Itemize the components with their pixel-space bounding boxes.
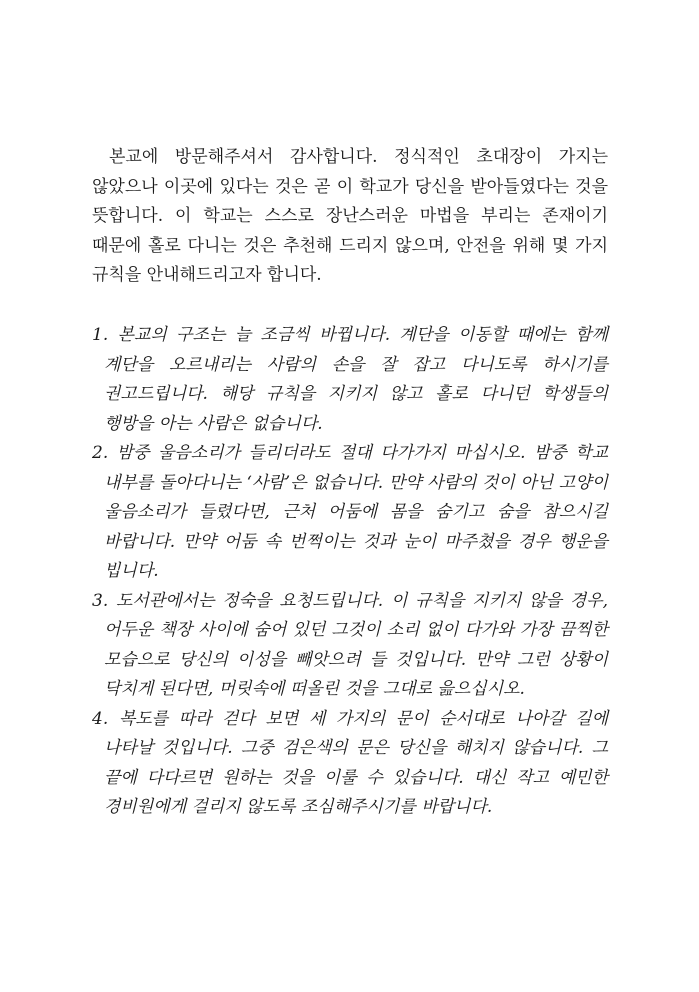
rule-number: 3. <box>92 590 109 611</box>
rule-text: 밤중 울음소리가 들리더라도 절대 다가가지 마십시오. 밤중 학교 내부를 돌아다니는 ‘사람’은 없습니다. 만약 사람의 것이 아닌 고양이 울음소리가 들렸다면, 근처 어둠에 몸을 숨기고 숨을 참으시길 바랍니다. 만약 어둠 속 번쩍이는 것과 눈이 마주쳤을 경우 행운을 빕니다. <box>104 443 609 581</box>
rule-text: 도서관에서는 정숙을 요청드립니다. 이 규칙을 지키지 않을 경우, 어두운 책장 사이에 숨어 있던 그것이 소리 없이 다가와 가장 끔찍한 모습으로 당신의 이성을 빼앗으려 들 것입니다. 만약 그런 상황이 닥치게 된다면, 머릿속에 떠올린 것을 그대로 읊으십시오. <box>104 590 608 699</box>
rules-list <box>92 321 608 823</box>
rule-number: 1. <box>92 325 109 345</box>
rule-item-3 <box>92 587 608 705</box>
intro-paragraph: 본교에 방문해주셔서 감사합니다. 정식적인 초대장이 가지는 않았으나 이곳에 있다는 것은 곧 이 학교가 당신을 받아들였다는 것을 뜻합니다. 이 학교는 스스로 장난스러운 마법을 부리는 존재이기 때문에 홀로 다니는 것은 추천해 드리지 않으며, 안전을 위해 몇 가지 규칙을 안내해드리고자 합니다. <box>92 147 608 285</box>
rule-number: 4. <box>92 708 109 729</box>
rule-text: 복도를 따라 걷다 보면 세 가지의 문이 순서대로 나아갈 길에 나타날 것입니다. 그중 검은색의 문은 당신을 해치지 않습니다. 그 끝에 다다르면 원하는 것을 이룰 수 있습니다. 대신 작고 예민한 경비원에게 걸리지 않도록 조심해주시기를 바랍니다. <box>104 708 609 817</box>
rule-item-1 <box>92 321 608 439</box>
rule-text: 본교의 구조는 늘 조금씩 바뀝니다. 계단을 이동할 때에는 함께 계단을 오르내리는 사람의 손을 잘 잡고 다니도록 하시기를 권고드립니다. 해당 규칙을 지키지 않고 홀로 다니던 학생들의 행방을 아는 사람은 없습니다. <box>104 325 608 434</box>
rule-item-2 <box>92 439 608 587</box>
rule-item-4 <box>92 705 608 823</box>
rule-number: 2. <box>92 443 109 463</box>
